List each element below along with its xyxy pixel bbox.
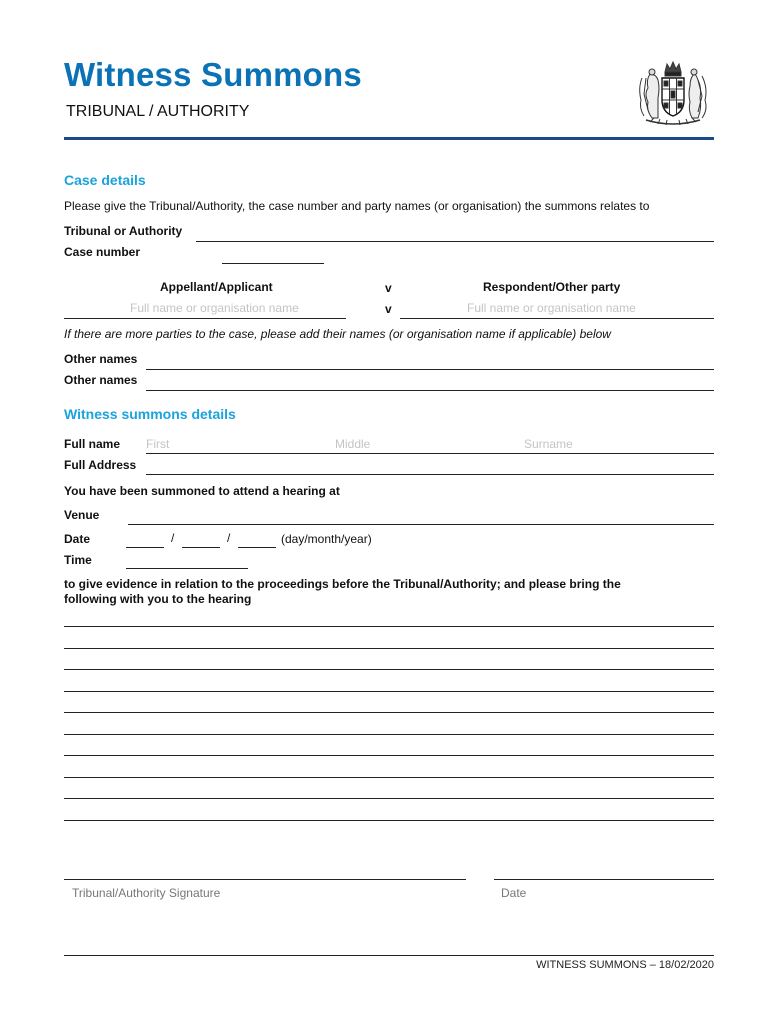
other-names-field[interactable] <box>146 390 714 391</box>
other-names-field[interactable] <box>146 369 714 370</box>
date-format-hint: (day/month/year) <box>281 532 372 546</box>
respondent-field[interactable] <box>400 318 714 319</box>
evidence-instruction: to give evidence in relation to the proceedings before the Tribunal/Authority; and please bring the <box>64 577 621 591</box>
summoned-text: You have been summoned to attend a hearing at <box>64 484 340 498</box>
more-parties-note: If there are more parties to the case, please add their names (or organisation name if applicable) below <box>64 327 611 341</box>
other-names-label: Other names <box>64 373 138 387</box>
items-line[interactable] <box>64 648 714 649</box>
form-subtitle: TRIBUNAL / AUTHORITY <box>66 103 250 120</box>
case-number-field[interactable] <box>222 263 324 264</box>
case-number-label: Case number <box>64 245 141 259</box>
time-field[interactable] <box>126 568 248 569</box>
header-divider <box>64 137 714 140</box>
respondent-header: Respondent/Other party <box>483 280 621 294</box>
versus-header: v <box>385 281 392 295</box>
time-label: Time <box>64 553 92 567</box>
signature-field[interactable] <box>64 879 466 880</box>
appellant-placeholder[interactable]: Full name or organisation name <box>130 301 299 315</box>
date-day-field[interactable] <box>126 547 164 548</box>
date-month-field[interactable] <box>182 547 220 548</box>
witness-details-heading: Witness summons details <box>64 406 236 422</box>
items-line[interactable] <box>64 798 714 799</box>
items-line[interactable] <box>64 691 714 692</box>
signature-date-label: Date <box>501 886 527 900</box>
date-separator: / <box>227 531 231 545</box>
signature-label: Tribunal/Authority Signature <box>72 886 221 900</box>
form-title: Witness Summons <box>64 56 362 93</box>
middle-name-hint[interactable]: Middle <box>335 437 371 451</box>
appellant-field[interactable] <box>64 318 346 319</box>
first-name-hint[interactable]: First <box>146 437 170 451</box>
case-details-heading: Case details <box>64 172 146 188</box>
respondent-placeholder[interactable]: Full name or organisation name <box>467 301 636 315</box>
footer-text: WITNESS SUMMONS – 18/02/2020 <box>536 959 714 971</box>
venue-field[interactable] <box>128 524 714 525</box>
footer-divider <box>64 955 714 956</box>
other-names-label: Other names <box>64 352 138 366</box>
full-name-field[interactable] <box>146 453 714 454</box>
full-address-field[interactable] <box>146 474 714 475</box>
evidence-instruction: following with you to the hearing <box>64 592 252 606</box>
items-line[interactable] <box>64 755 714 756</box>
items-line[interactable] <box>64 626 714 627</box>
tribunal-label: Tribunal or Authority <box>64 224 183 238</box>
items-line[interactable] <box>64 777 714 778</box>
full-name-label: Full name <box>64 437 121 451</box>
signature-date-field[interactable] <box>494 879 714 880</box>
case-details-intro: Please give the Tribunal/Authority, the case number and party names (or organisation) the summons relates to <box>64 199 650 213</box>
date-separator: / <box>171 531 175 545</box>
venue-label: Venue <box>64 508 100 522</box>
items-line[interactable] <box>64 734 714 735</box>
appellant-header: Appellant/Applicant <box>160 280 273 294</box>
items-line[interactable] <box>64 669 714 670</box>
full-address-label: Full Address <box>64 458 137 472</box>
items-line[interactable] <box>64 712 714 713</box>
versus-inline: v <box>385 302 392 316</box>
date-year-field[interactable] <box>238 547 276 548</box>
date-label: Date <box>64 532 91 546</box>
nz-coat-of-arms-icon <box>632 58 714 128</box>
tribunal-field[interactable] <box>196 241 714 242</box>
items-line[interactable] <box>64 820 714 821</box>
surname-hint[interactable]: Surname <box>524 437 573 451</box>
